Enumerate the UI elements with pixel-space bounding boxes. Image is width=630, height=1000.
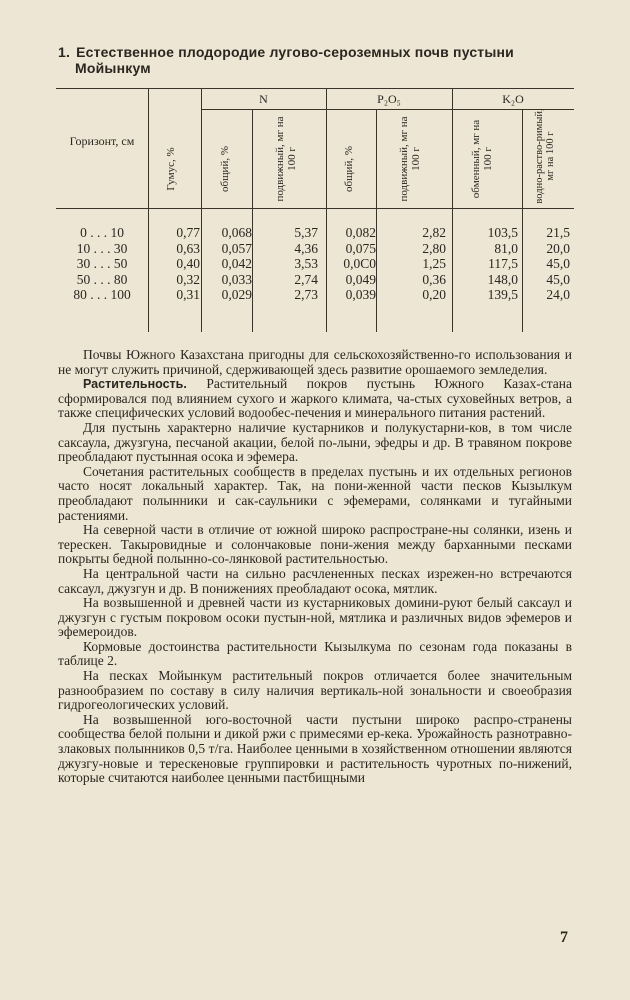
value-cell: 0,32 [176, 271, 200, 287]
value-cell: 0,033 [221, 271, 252, 287]
value-cell: 0,31 [176, 287, 200, 302]
paragraph-text: Кормовые достоинства растительности Кызылкума по сезонам года показаны в таблице 2. [58, 638, 572, 669]
value-cell: 0,075 [345, 240, 376, 256]
col-header-horizon: Горизонт, см [69, 134, 135, 148]
value-cell: 24,0 [546, 287, 570, 302]
paragraph-text: На возвышенной юго-восточной части пустыни широко распро-странены сообщества белой полыни и дикой ржи с примесями ер-кека. Урожайность разнотравно-злаковых полынников 0,5 т/га. Наиболее ценными в хозяйственном отношении являются джузгу-новые и терескеновые группировки и растительность чуротных по-нижений, которые считаются наиболее ценными пастбищными [58, 711, 572, 786]
col-header-k-water: водно-раство-римый, мг на 100 г [534, 108, 556, 204]
paragraph-text: На северной части в отличие от южной широко распростране-ны солянки, изень и терескен. Такыровидные и солончаковые пони-жения между барханными песками покрыты бедной полынно-со-лянковой растительностью. [58, 522, 572, 567]
paragraph [58, 640, 572, 669]
value-cell: 5,37 [294, 225, 318, 240]
paragraph-text: Растительный покров пустынь Южного Казах-стана сформировался под влиянием сухого и жаркого климата, ча-стых суховейных ветров, а также специфических условий водообес-печения и минерального питания растений. [58, 376, 572, 421]
value-cell: 148,0 [487, 271, 518, 287]
value-cell: 45,0 [546, 271, 570, 287]
value-cell: 0,20 [422, 287, 446, 302]
table-row [56, 287, 574, 302]
group-header-p2o5: P₂O₅ [377, 92, 401, 106]
caption-line-2: Мойынкум [75, 60, 151, 76]
col-header-n-mobile: подвижный, мг на 100 г [274, 116, 298, 202]
table-top-rule [56, 88, 574, 89]
horizon-cell: 10 . . . 30 [76, 240, 128, 256]
value-cell: 2,80 [422, 240, 446, 256]
horizon-cell: 80 . . . 100 [73, 287, 131, 302]
paragraph [58, 669, 572, 713]
horizon-cell: 0 . . . 10 [80, 225, 124, 240]
value-cell: 0,63 [176, 240, 200, 256]
value-cell: 81,0 [494, 240, 518, 256]
value-cell: 3,53 [294, 256, 318, 271]
soil-fertility-table [56, 88, 574, 332]
paragraph [58, 421, 572, 465]
value-cell: 0,082 [345, 225, 376, 240]
page-number: 7 [560, 929, 568, 946]
value-cell: 0,068 [221, 225, 252, 240]
paragraph-text: На возвышенной и древней части из кустарниковых домини-руют белый саксаул и джузгун с густым покровом осоки пустын-ной, мятлика и различных видов эфемеров и эфемероидов. [58, 595, 572, 640]
paragraph [58, 348, 572, 377]
paragraph [58, 377, 572, 421]
value-cell: 117,5 [488, 256, 518, 271]
value-cell: 0,40 [176, 256, 200, 271]
value-cell: 2,82 [422, 225, 446, 240]
table-caption [58, 44, 578, 76]
table-row [56, 241, 574, 256]
table-row [56, 272, 574, 287]
paragraph-text: Сочетания растительных сообществ в пределах пустынь и их отдельных регионов часто носят локальный характер. Так, на пони-женной части песков Кызылкум преобладают полынники и сак-саульники с эфемерами, солянками и тугайными растениями. [58, 463, 572, 523]
header-bottom-rule [56, 208, 574, 209]
table-number: 1. [58, 44, 71, 60]
paragraph [58, 523, 572, 567]
col-header-k-exchange: обменный, мг на 100 г [470, 119, 494, 199]
value-cell: 103,5 [487, 225, 518, 240]
section-heading: Растительность. [83, 377, 187, 392]
horizon-cell: 30 . . . 50 [76, 256, 128, 271]
col-header-p-total: общий, % [343, 146, 355, 193]
value-cell: 0,049 [345, 271, 376, 287]
value-cell: 0,029 [221, 287, 252, 302]
group-header-rule [201, 109, 574, 110]
value-cell: 4,36 [294, 240, 318, 256]
paragraph [58, 465, 572, 523]
paragraph-text: Почвы Южного Казахстана пригодны для сельскохозяйственно-го использования и не могут служить причиной, сдерживающей здесь развитие орошаемого земледелия. [58, 347, 572, 377]
group-header-n: N [259, 92, 268, 106]
value-cell: 0,36 [422, 271, 446, 287]
value-cell: 20,0 [546, 240, 570, 256]
paragraph [58, 567, 572, 596]
value-cell: 139,5 [487, 287, 518, 302]
value-cell: 0,0С0 [343, 256, 376, 271]
caption-line-1: Естественное плодородие лугово-сероземных почв пустыни [76, 44, 514, 60]
value-cell: 0,77 [176, 225, 200, 240]
value-cell: 2,73 [294, 287, 318, 302]
col-header-p-mobile: подвижный, мг на 100 г [398, 116, 422, 202]
value-cell: 2,74 [294, 271, 318, 287]
table-row [56, 256, 574, 271]
value-cell: 0,057 [221, 240, 252, 256]
value-cell: 21,5 [546, 225, 570, 240]
col-header-humus: Гумус, % [165, 147, 177, 191]
body-text [58, 348, 572, 786]
paragraph [58, 713, 572, 786]
horizon-cell: 50 . . . 80 [76, 271, 128, 287]
value-cell: 45,0 [546, 256, 570, 271]
paragraph-text: Для пустынь характерно наличие кустарников и полукустарни-ков, в том числе саксаула, джузгуна, песчаной акации, белой по-лыни, эфедры и др. В травяном покрове преобладают пустынная осока и эфемера. [58, 419, 572, 465]
group-header-k2o: K₂O [502, 92, 524, 106]
value-cell: 1,25 [422, 256, 446, 271]
col-header-n-total: общий, % [219, 146, 231, 193]
value-cell: 0,042 [221, 256, 252, 271]
paragraph-text: На центральной части на сильно расчлененных песках изрежен-но встречаются саксаул, джузгун и др. В понижениях преобладают осока, мятлик. [58, 565, 572, 596]
value-cell: 0,039 [345, 287, 376, 302]
paragraph [58, 596, 572, 640]
table-row [56, 225, 574, 240]
paragraph-text: На песках Мойынкум растительный покров отличается более значительным разнообразием по составу в силу наличия вертикаль-ной зональности и своеобразия гидрогеологических условий. [58, 668, 572, 713]
